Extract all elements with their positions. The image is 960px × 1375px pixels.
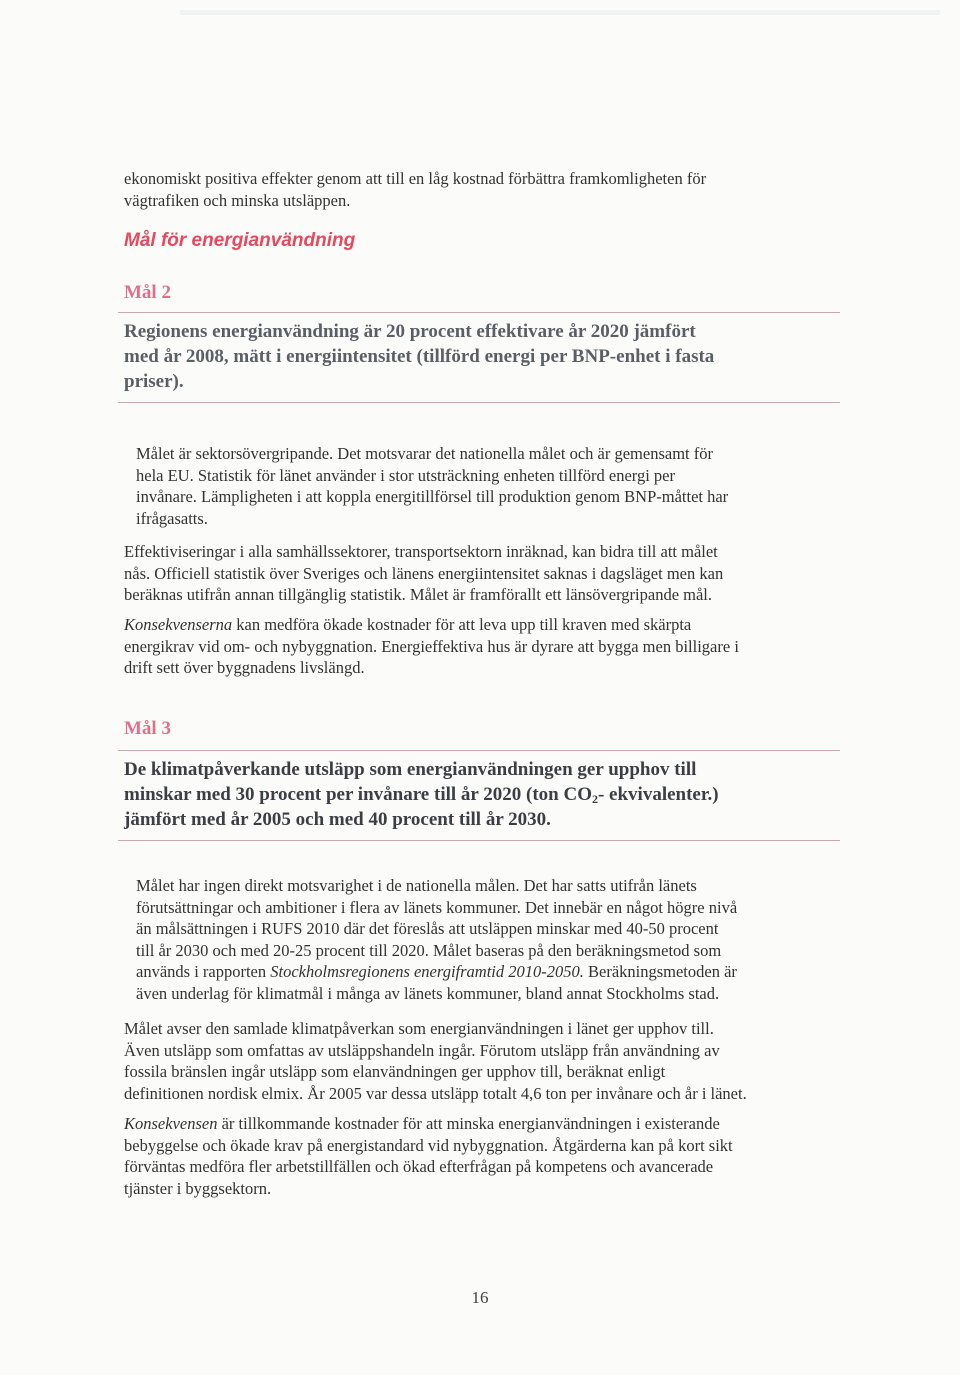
text-fragment: kan medföra ökade kostnader för att leva upp till kraven med skärpta: [232, 615, 692, 634]
text-line: Även utsläpp som omfattas av utsläppshandeln ingår. Förutom utsläpp från användning av: [124, 1040, 720, 1060]
consequence-lead: Konsekvenserna: [124, 615, 233, 634]
text-line: hela EU. Statistik för länet använder i stor utsträckning enheten tillförd energi per: [136, 465, 675, 485]
text-fragment: minskar med 30 procent per invånare till år 2020 (ton CO: [124, 784, 592, 805]
text-fragment: Beräkningsmetoden är: [583, 962, 737, 981]
text-fragment: är tillkommande kostnader för att minska energianvändningen i existerande: [217, 1114, 720, 1133]
scan-edge-strip: [180, 10, 940, 15]
goal-2-paragraph-2: [124, 541, 723, 606]
goal-2-label: Mål 2: [124, 282, 171, 303]
text-line: än målsättningen i RUFS 2010 där det föreslås att utsläppen minskar med 40-50 procent: [136, 919, 719, 938]
text-line: ekonomiskt positiva effekter genom att till en låg kostnad förbättra framkomligheten för: [124, 169, 707, 188]
text-line: beräknas utifrån annan tillgänglig statistik. Målet är framförallt ett länsövergripande mål.: [124, 585, 713, 604]
goal-3-statement: [118, 750, 840, 841]
text-line: [124, 1113, 733, 1135]
text-line: vägtrafiken och minska utsläppen.: [124, 190, 351, 210]
goal-2-paragraph-3: [124, 614, 739, 679]
statement-line: Regionens energianvändning är 20 procent effektivare år 2020 jämfört: [124, 321, 696, 342]
consequence-lead: Konsekvensen: [124, 1114, 218, 1133]
goal-3-paragraph-2: [124, 1018, 747, 1104]
text-line: definitionen nordisk elmix. År 2005 var dessa utsläpp totalt 4,6 ton per invånare och år i länet.: [124, 1083, 747, 1103]
text-line: förväntas medföra fler arbetstillfällen och ökad efterfrågan på kompetens och avancerade: [124, 1157, 714, 1176]
text-line: ifrågasatts.: [136, 508, 208, 528]
section-title: Mål för energianvändning: [124, 230, 356, 251]
subscript: 2: [591, 792, 598, 806]
text-line: [136, 961, 737, 983]
goal-2-paragraph-1: [136, 443, 728, 529]
statement-line: priser).: [124, 371, 184, 392]
intro-paragraph: [124, 168, 706, 211]
statement-line: De klimatpåverkande utsläpp som energianvändningen ger upphov till: [124, 759, 697, 780]
text-line: bebyggelse och ökade krav på energistandard vid nybyggnation. Åtgärderna kan på kort sikt: [124, 1135, 733, 1155]
text-fragment: - ekvivalenter.): [597, 784, 719, 805]
text-line: Målet har ingen direkt motsvarighet i de nationella målen. Det har satts utifrån länets: [136, 876, 697, 895]
text-line: Målet är sektorsövergripande. Det motsvarar det nationella målet och är gemensamt för: [136, 444, 713, 463]
statement-line: [124, 782, 840, 807]
text-line: invånare. Lämpligheten i att koppla energitillförsel till produktion genom BNP-måttet har: [136, 487, 729, 506]
goal-3-paragraph-3: [124, 1113, 733, 1199]
text-line: till år 2030 och med 20-25 procent till 2020. Målet baseras på den beräkningsmetod som: [136, 940, 722, 960]
statement-line: med år 2008, mätt i energiintensitet (tillförd energi per BNP-enhet i fasta: [124, 346, 715, 367]
text-line: fossila bränslen ingår utsläpp som elanvändningen ger upphov till, beräknat enligt: [124, 1062, 666, 1081]
statement-line: jämfört med år 2005 och med 40 procent till år 2030.: [124, 809, 551, 830]
goal-3-label: Mål 3: [124, 718, 171, 739]
text-line: tjänster i byggsektorn.: [124, 1178, 272, 1198]
text-line: Målet avser den samlade klimatpåverkan som energianvändningen i länet ger upphov till.: [124, 1019, 714, 1038]
page-number: 16: [471, 1288, 489, 1307]
text-line: drift sett över byggnadens livslängd.: [124, 658, 365, 677]
text-fragment: används i rapporten: [136, 962, 271, 981]
report-title: Stockholmsregionens energiframtid 2010-2050.: [270, 962, 584, 981]
text-line: även underlag för klimatmål i många av länets kommuner, bland annat Stockholms stad.: [136, 983, 720, 1003]
goal-2-statement: [118, 312, 840, 403]
goal-3-paragraph-1: [136, 875, 737, 1004]
text-line: energikrav vid om- och nybyggnation. Energieffektiva hus är dyrare att bygga men billigare i: [124, 636, 739, 656]
text-line: förutsättningar och ambitioner i flera av länets kommuner. Det innebär en något högre nivå: [136, 897, 738, 917]
text-line: [124, 614, 739, 636]
text-line: nås. Officiell statistik över Sveriges och länens energiintensitet saknas i dagsläget men kan: [124, 563, 724, 583]
text-line: Effektiviseringar i alla samhällssektorer, transportsektorn inräknad, kan bidra till att målet: [124, 542, 718, 561]
